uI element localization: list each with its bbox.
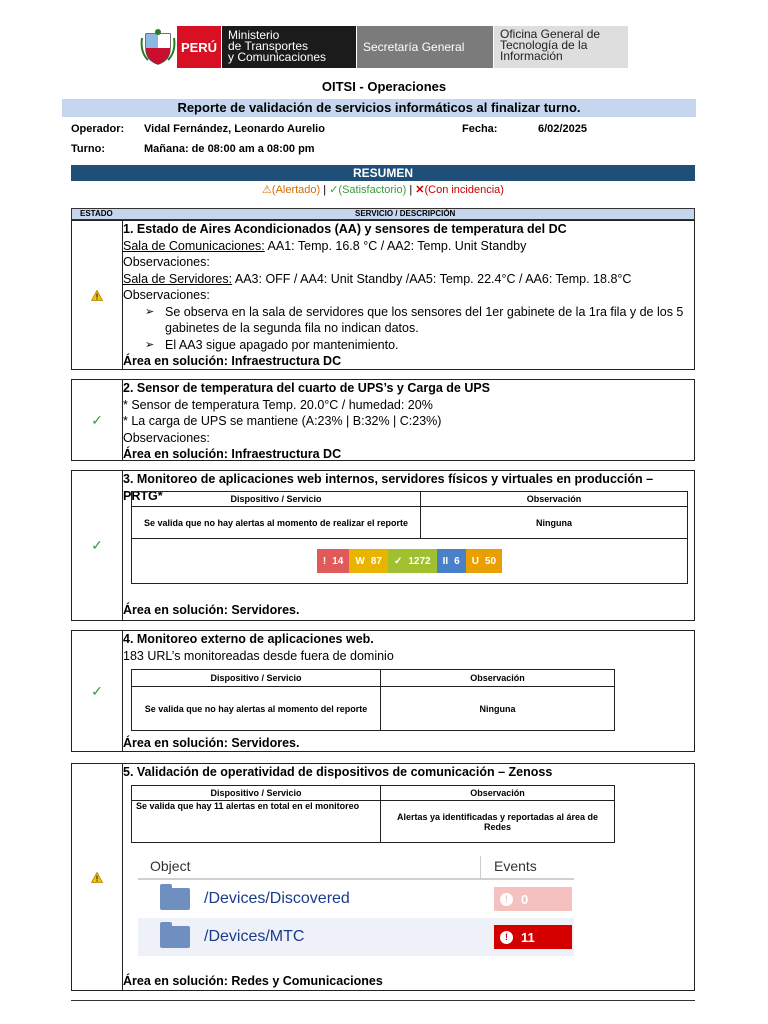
folder-icon [160,888,190,910]
events-badge [494,887,572,911]
prtg-tag-value: 6 [454,555,460,567]
col-dispositivo: Dispositivo / Servicio [132,670,381,687]
col-observacion: Observación [421,492,688,507]
area-solucion: Área en solución: Redes y Comunicaciones [123,974,383,988]
prtg-tag [317,549,349,573]
checkmark-icon: ✓ [91,537,103,553]
section-1-content [123,221,693,370]
prtg-tag-value: 1272 [408,555,431,567]
cross-icon: ✕ [415,184,425,196]
prtg-tag-icon: ✓ [393,555,403,567]
col-servicio: SERVICIO / DESCRIPCIÓN [355,209,456,218]
obs-label: Observaciones: [123,288,210,302]
warning-icon: ⚠ [262,184,272,196]
turno-label: Turno: [71,143,106,155]
sala-srv-label: Sala de Servidores: [123,271,233,286]
section-5-title: 5. Validación de operatividad de dispositivos de comunicación – Zenoss [123,765,553,779]
legend-satisfactorio: (Satisfactorio) [338,184,407,196]
table-cell: Ninguna [421,507,688,539]
section-4-table [131,669,615,731]
folder-icon [160,926,190,948]
col-estado: ESTADO [80,209,113,218]
prtg-tag-value: 50 [484,555,497,567]
prtg-tag-value: 87 [370,555,382,567]
divider [480,856,481,878]
sala-com-line [123,238,693,255]
table-cell: Alertas ya identificadas y reportadas al área de Redes [381,801,615,843]
area-solucion: Área en solución: Infraestructura DC [123,354,342,368]
status-cell [72,764,123,990]
prtg-status-bar [136,549,683,573]
zenoss-row[interactable] [138,918,574,956]
status-cell [72,221,123,369]
section-3-title: 3. Monitoreo de aplicaciones web internos, servidores físicos y virtuales en producción – PRTG* [123,472,654,503]
prtg-tag-icon: ! [322,555,327,567]
prtg-tag [466,549,502,573]
prtg-tag [349,549,388,573]
fecha-label: Fecha: [462,123,498,135]
warning-icon [91,872,103,883]
section-2-title: 2. Sensor de temperatura del cuarto de UPS’s y Carga de UPS [123,381,491,395]
legend-separator: | [323,184,327,196]
report-subtitle: Reporte de validación de servicios informáticos al finalizar turno. [62,99,696,117]
section-4-title: 4. Monitoreo externo de aplicaciones web. [123,632,374,646]
sala-com-value: AA1: Temp. 16.8 °C / AA2: Temp. Unit Standby [264,238,527,253]
status-cell [72,471,123,620]
section-1-row [71,220,695,370]
col-dispositivo: Dispositivo / Servicio [132,786,381,801]
obs-label: Observaciones: [123,255,210,269]
sala-com-label: Sala de Comunicaciones: [123,238,265,253]
fecha-value: 6/02/2025 [538,123,587,135]
events-badge [494,925,572,949]
events-count: 0 [521,891,529,907]
operador-label: Operador: [71,123,125,135]
prtg-tag-icon: U [471,555,479,567]
table-cell: Ninguna [381,687,615,731]
alert-icon: ! [500,931,513,944]
zenoss-object-header: Object [150,858,191,874]
area-solucion: Área en solución: Servidores. [123,603,300,617]
prtg-tag-value: 14 [332,555,344,567]
section-2-content [123,380,693,463]
section-5-table [131,785,615,843]
page-title: OITSI - Operaciones [321,79,447,94]
col-dispositivo: Dispositivo / Servicio [132,492,421,507]
status-legend [71,182,695,198]
prtg-cell [132,539,688,584]
prtg-tag [437,549,466,573]
section-1-title: 1. Estado de Aires Acondicionados (AA) y sensores de temperatura del DC [123,222,567,236]
col-observacion: Observación [381,786,615,801]
section-5-row [71,763,695,991]
section-2-row [71,379,695,461]
table-cell: Se valida que no hay alertas al momento del reporte [132,687,381,731]
peru-logo: PERÚ [177,26,221,68]
device-path: /Devices/Discovered [204,890,350,907]
checkmark-icon: ✓ [329,184,339,196]
zenoss-row[interactable] [138,880,574,918]
peru-coat-of-arms-logo [140,28,176,66]
sala-srv-line [123,271,693,288]
section-3-row [71,470,695,621]
alert-icon: ! [500,893,513,906]
warning-icon [91,290,103,301]
resumen-band: RESUMEN [71,165,695,181]
secretaria-logo: Secretaría General [357,26,493,68]
section-4-row [71,630,695,752]
legend-separator: | [409,184,413,196]
col-observacion: Observación [381,670,615,687]
text-line: * Sensor de temperatura Temp. 20.0°C / humedad: 20% [123,397,433,412]
device-path: /Devices/MTC [204,928,305,945]
status-cell [72,631,123,751]
text-line: 183 URL’s monitoreadas desde fuera de dominio [123,648,394,663]
bullet-item: ➢ Se observa en la sala de servidores que los sensores del 1er gabinete de la 1ra fila y de los 5 gabinetes de la segunda fila no indican datos. [143,304,693,337]
table-cell: Se valida que no hay alertas al momento de realizar el reporte [132,507,421,539]
table-cell: Se valida que hay 11 alertas en total en el monitoreo [132,801,381,843]
section-3-table [131,491,688,584]
section-4-content [123,631,693,664]
status-cell [72,380,123,460]
turno-value: Mañana: de 08:00 am a 08:00 pm [144,143,315,155]
column-header-row [71,208,695,220]
checkmark-icon: ✓ [91,411,103,428]
legend-alertado: (Alertado) [271,184,321,196]
area-solucion: Área en solución: Servidores. [123,736,300,750]
area-solucion: Área en solución: Infraestructura DC [123,447,342,461]
ministry-logo: Ministerio de Transportes y Comunicaciones [222,26,356,68]
events-count: 11 [521,929,535,945]
prtg-tag-icon: W [355,555,365,567]
prtg-tag-icon: II [442,555,449,567]
sala-srv-value: AA3: OFF / AA4: Unit Standby /AA5: Temp. 22.4°C / AA6: Temp. 18.8°C [232,271,632,286]
zenoss-header [138,856,574,880]
prtg-tag [388,549,437,573]
zenoss-events-header: Events [494,858,537,874]
operador-value: Vidal Fernández, Leonardo Aurelio [144,123,325,135]
bottom-rule [71,1000,695,1001]
text-line: * La carga de UPS se mantiene (A:23% | B:32% | C:23%) [123,414,442,428]
zenoss-screenshot [138,856,574,962]
bullet-item: ➢ El AA3 sigue apagado por mantenimiento. [143,337,693,354]
oficina-logo: Oficina General de Tecnología de la Información [494,26,628,68]
obs-label: Observaciones: [123,430,210,445]
legend-incidencia: (Con incidencia) [424,184,504,196]
checkmark-icon: ✓ [91,682,103,699]
